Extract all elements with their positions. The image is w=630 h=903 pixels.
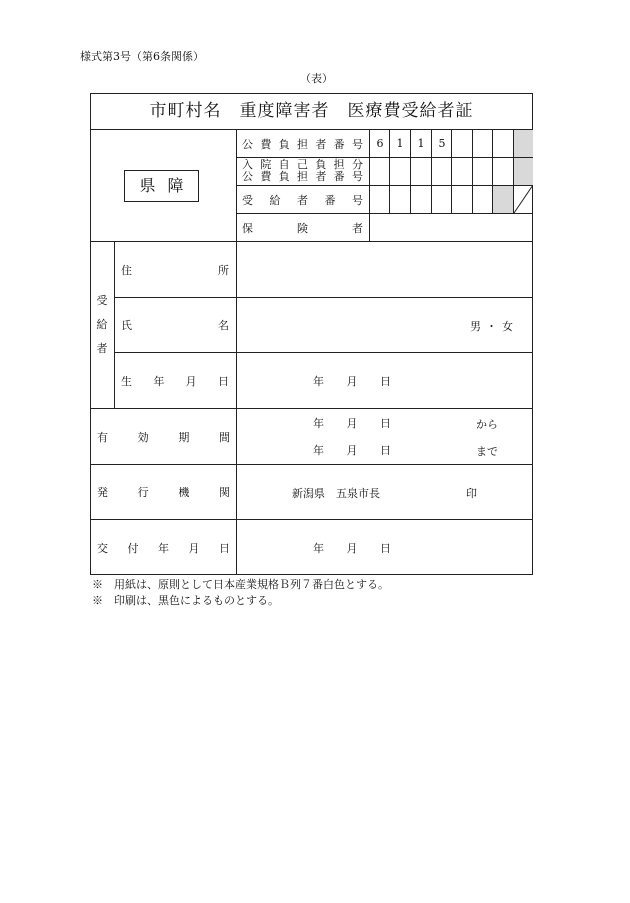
payer-digit: 5	[438, 137, 446, 150]
issue-date-label: 交 付 年 月 日	[97, 541, 230, 555]
issuing-authority-label: 発 行 機 関	[97, 486, 230, 499]
issuing-authority-value: 新潟県 五泉市長	[292, 487, 380, 500]
birth-date-value: 年 月 日	[313, 374, 391, 388]
shaded-cell	[514, 158, 533, 185]
insurer-label: 保 険 者	[242, 221, 363, 235]
recipient-number-label: 受 給 者 番 号	[242, 193, 363, 207]
shaded-cell	[514, 130, 533, 157]
inpatient-payer-number-label: 入 院 自 己 負 担 分 公 費 負 担 者 番 号	[242, 158, 363, 183]
side-label: （表）	[300, 72, 333, 85]
payer-digit: 1	[396, 137, 404, 150]
seal-mark: 印	[466, 487, 477, 500]
divider	[472, 129, 473, 213]
issue-date-value: 年 月 日	[313, 541, 391, 555]
address-label: 住 所	[121, 263, 229, 277]
validity-period-label: 有 効 期 間	[97, 430, 230, 444]
note-print: ※ 印刷は、黒色によるものとする。	[92, 594, 279, 607]
divider	[236, 129, 237, 575]
divider	[114, 241, 115, 408]
folded-corner-mark	[513, 185, 533, 213]
sex-options: 男・女	[470, 320, 518, 333]
public-payer-number-label: 公 費 負 担 者 番 号	[242, 137, 363, 151]
prefecture-mark: 県障	[124, 170, 199, 202]
form-number: 様式第3号（第6条関係）	[80, 50, 204, 63]
shaded-cell	[493, 186, 513, 213]
note-paper: ※ 用紙は、原則として日本産業規格Ｂ列７番白色とする。	[92, 578, 389, 591]
validity-from-value: 年 月 日	[313, 417, 391, 430]
validity-from-suffix: から	[476, 418, 498, 431]
payer-digit: 6	[376, 137, 384, 150]
birth-date-label: 生 年 月 日	[121, 374, 229, 388]
name-label: 氏 名	[121, 319, 229, 332]
recipient-group-label: 受 給 者	[96, 294, 108, 355]
validity-to-suffix: まで	[476, 445, 498, 458]
validity-to-value: 年 月 日	[313, 444, 391, 457]
form-title: 市町村名 重度障害者 医療費受給者証	[149, 101, 474, 121]
payer-digit: 1	[417, 137, 425, 150]
